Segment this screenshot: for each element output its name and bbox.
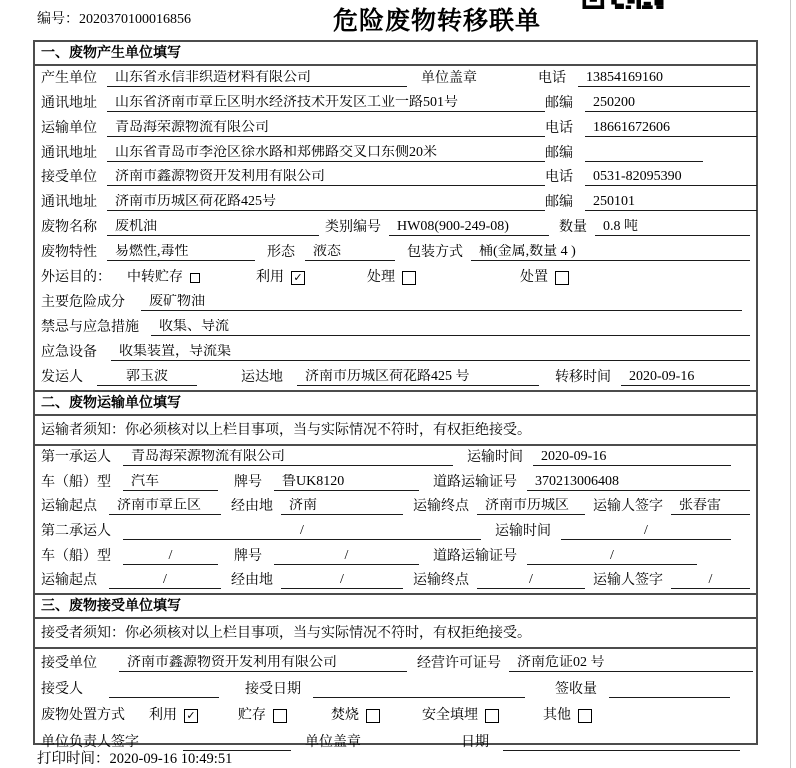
disposal-option-utilize (149, 708, 198, 724)
row-carrier1 (35, 446, 756, 471)
carrier1-vehicle-label: 车（船）型 (41, 474, 111, 490)
disposal-utilize-label: 利用 (149, 708, 177, 724)
producer-postcode-group (545, 95, 757, 112)
receiver-address-value: 济南市历城区荷花路425号 (107, 194, 545, 211)
carrier1-plate-label: 牌号 (234, 474, 262, 490)
disposal-storage-label: 贮存 (238, 708, 266, 724)
checkbox-disposal-landfill (485, 709, 499, 723)
transporter-postcode-value (585, 146, 703, 162)
receiver-label: 接受单位 (41, 170, 97, 186)
category-value: HW08(900-249-08) (389, 219, 549, 236)
row-purpose (35, 265, 756, 290)
shipper-label: 发运人 (41, 369, 83, 385)
carrier2-sign-label: 运输人签字 (593, 573, 663, 589)
receiver-phone-label: 电话 (545, 170, 573, 186)
producer-value: 山东省永信非织造材料有限公司 (107, 70, 407, 87)
carrier2-origin-value: / (109, 572, 221, 589)
row-hazard-component (35, 290, 756, 315)
section1-heading: 一、废物产生单位填写 (35, 42, 756, 66)
row-producer-address (35, 91, 756, 116)
category-label: 类别编号 (325, 220, 381, 236)
row-disposal-method (35, 702, 756, 728)
serial-value: 2020370100016856 (79, 12, 191, 27)
receiving-unit-label: 接受单位 (41, 655, 97, 671)
producer-address-label: 通讯地址 (41, 95, 97, 111)
receiver-seal-label: 单位盖章 (305, 734, 361, 750)
receiver-value: 济南市鑫源物资开发利用有限公司 (107, 169, 545, 186)
disposal-landfill-label: 安全填埋 (422, 708, 478, 724)
disposal-method-label: 废物处置方式 (41, 708, 125, 724)
checkbox-treat (402, 271, 416, 285)
row-receiver-address (35, 190, 756, 215)
seal-date-label: 日期 (461, 734, 489, 750)
license-value: 济南危证02 号 (509, 655, 753, 672)
row-receiving-person (35, 676, 756, 702)
checkbox-transfer-storage (190, 273, 200, 283)
carrier1-via-value: 济南 (281, 498, 403, 515)
section3-notice: 接受者须知：你必须核对以上栏目事项，当与实际情况不符时，有权拒绝接受。 (35, 619, 756, 649)
disposal-option-storage (238, 708, 287, 724)
serial-number (37, 8, 191, 28)
section2-notice: 运输者须知：你必须核对以上栏目事项，当与实际情况不符时，有权拒绝接受。 (35, 416, 756, 446)
equipment-label: 应急设备 (41, 344, 97, 360)
license-label: 经营许可证号 (417, 655, 501, 671)
print-time-value: 2020-09-16 10:49:51 (109, 751, 233, 767)
row-transporter (35, 116, 756, 141)
quantity-label: 数量 (559, 220, 587, 236)
row-receiving-unit (35, 649, 756, 675)
carrier2-via-label: 经由地 (231, 573, 273, 589)
producer-postcode-label: 邮编 (545, 95, 573, 111)
row-shipper (35, 365, 756, 390)
trait-value: 易燃性,毒性 (107, 244, 255, 261)
receiver-phone-group (545, 169, 757, 186)
purpose-option-utilize (256, 270, 305, 286)
document-title: 危险废物转移联单 (333, 8, 542, 35)
hazard-value: 废矿物油 (141, 294, 742, 311)
carrier1-plate-value: 鲁UK8120 (274, 474, 419, 491)
row-transporter-address (35, 141, 756, 166)
carrier1-time-label: 运输时间 (467, 450, 523, 466)
packing-label: 包装方式 (407, 245, 463, 261)
qr-code-icon (578, 0, 668, 9)
disposal-other-label: 其他 (543, 708, 571, 724)
carrier2-via-value: / (281, 572, 403, 589)
purpose-option-treat (367, 270, 416, 286)
receiver-address-label: 通讯地址 (41, 195, 97, 211)
taboo-value: 收集、导流 (151, 319, 750, 336)
carrier1-via-label: 经由地 (231, 499, 273, 515)
transporter-address-label: 通讯地址 (41, 145, 97, 161)
disposal-option-incinerate (331, 708, 380, 724)
purpose-option-dispose (520, 270, 569, 286)
row-carrier2 (35, 519, 756, 544)
row-waste-trait (35, 240, 756, 265)
carrier2-end-label: 运输终点 (413, 573, 469, 589)
carrier1-time-value: 2020-09-16 (533, 449, 731, 466)
receiver-postcode-value: 250101 (585, 194, 757, 211)
purpose-dispose-label: 处置 (520, 270, 548, 286)
row-carrier2-route (35, 569, 756, 594)
carrier1-value: 青岛海荣源物流有限公司 (123, 449, 453, 466)
disposal-incinerate-label: 焚烧 (331, 708, 359, 724)
carrier1-vehicle-value: 汽车 (123, 474, 218, 491)
transporter-address-value: 山东省青岛市李沧区徐水路和郑佛路交叉口东侧20米 (107, 145, 545, 162)
form-label: 形态 (267, 245, 295, 261)
section3-heading: 三、废物接受单位填写 (35, 593, 756, 619)
carrier2-time-label: 运输时间 (495, 523, 551, 539)
receiving-unit-value: 济南市鑫源物资开发利用有限公司 (119, 655, 407, 672)
carrier1-end-label: 运输终点 (413, 499, 469, 515)
carrier2-sign-value: / (671, 572, 750, 589)
receiving-person-value (109, 682, 219, 698)
waste-name-value: 废机油 (107, 219, 319, 236)
transfer-time-label: 转移时间 (555, 369, 611, 385)
transporter-label: 运输单位 (41, 120, 97, 136)
taboo-label: 禁忌与应急措施 (41, 319, 139, 335)
producer-address-value: 山东省济南市章丘区明水经济技术开发区工业一路501号 (107, 95, 545, 112)
carrier2-time-value: / (561, 523, 731, 540)
carrier2-plate-value: / (274, 548, 419, 565)
quantity-value: 0.8 吨 (595, 219, 750, 236)
producer-seal-label: 单位盖章 (421, 70, 477, 86)
checkbox-disposal-other (578, 709, 592, 723)
checkbox-dispose (555, 271, 569, 285)
transporter-phone-value: 18661672606 (585, 120, 757, 137)
page-edge-line (790, 0, 791, 768)
carrier1-end-value: 济南市历城区 (477, 498, 585, 515)
disposal-option-landfill (422, 708, 499, 724)
manifest-table (33, 40, 758, 750)
purpose-label: 外运目的： (41, 270, 111, 286)
carrier1-sign-value: 张春雷 (671, 498, 750, 515)
carrier2-permit-label: 道路运输证号 (433, 548, 517, 564)
checkbox-disposal-incinerate (366, 709, 380, 723)
transfer-time-value: 2020-09-16 (621, 369, 750, 386)
print-time (37, 747, 232, 768)
disposal-option-other (543, 708, 592, 724)
producer-phone-label: 电话 (538, 70, 566, 86)
row-receiver (35, 166, 756, 191)
hazard-label: 主要危险成分 (41, 294, 125, 310)
row-taboo-measures (35, 315, 756, 340)
purpose-transfer-storage-label: 中转贮存 (127, 270, 183, 286)
destination-label: 运达地 (241, 369, 283, 385)
row-emergency-equipment (35, 340, 756, 365)
receiving-date-label: 接受日期 (245, 681, 301, 697)
carrier2-label: 第二承运人 (41, 523, 111, 539)
receiver-postcode-label: 邮编 (545, 195, 573, 211)
transporter-value: 青岛海荣源物流有限公司 (107, 120, 545, 137)
purpose-treat-label: 处理 (367, 270, 395, 286)
carrier1-permit-label: 道路运输证号 (433, 474, 517, 490)
destination-value: 济南市历城区荷花路425 号 (297, 369, 539, 386)
carrier1-origin-value: 济南市章丘区 (109, 498, 221, 515)
row-carrier1-route (35, 495, 756, 520)
carrier2-vehicle-label: 车（船）型 (41, 548, 111, 564)
receiver-postcode-group (545, 194, 757, 211)
producer-phone-value: 13854169160 (578, 70, 750, 87)
transporter-postcode-label: 邮编 (545, 145, 573, 161)
purpose-option-transfer-storage (127, 270, 200, 286)
form-value: 液态 (305, 244, 395, 261)
receiving-date-value (313, 682, 525, 698)
carrier2-end-value: / (477, 572, 585, 589)
section2-heading: 二、废物运输单位填写 (35, 390, 756, 416)
carrier1-label: 第一承运人 (41, 450, 111, 466)
receiving-person-label: 接受人 (41, 681, 83, 697)
equipment-value: 收集装置，导流渠 (111, 344, 750, 361)
waste-name-label: 废物名称 (41, 220, 97, 236)
carrier2-plate-label: 牌号 (234, 548, 262, 564)
signed-amount-value (609, 682, 730, 698)
receiver-phone-value: 0531-82095390 (585, 169, 757, 186)
seal-date-value (503, 735, 740, 751)
carrier1-origin-label: 运输起点 (41, 499, 97, 515)
transporter-phone-group (545, 120, 757, 137)
transporter-phone-label: 电话 (545, 120, 573, 136)
row-producer (35, 66, 756, 91)
carrier2-vehicle-value: / (123, 548, 218, 565)
manager-sign-label: 单位负责人签字 (41, 734, 139, 750)
producer-postcode-value: 250200 (585, 95, 757, 112)
checkbox-disposal-storage (273, 709, 287, 723)
row-waste-name (35, 215, 756, 240)
serial-label: 编号： (37, 12, 79, 27)
carrier2-permit-value: / (527, 548, 697, 565)
print-time-label: 打印时间： (37, 751, 110, 767)
checkbox-utilize: ✓ (291, 271, 305, 285)
shipper-value: 郭玉波 (97, 369, 197, 386)
row-carrier2-vehicle (35, 544, 756, 569)
carrier2-value: / (123, 523, 481, 540)
trait-label: 废物特性 (41, 245, 97, 261)
packing-value: 桶(金属,数量 4 ) (471, 244, 750, 261)
producer-label: 产生单位 (41, 70, 97, 86)
checkbox-disposal-utilize: ✓ (184, 709, 198, 723)
signed-amount-label: 签收量 (555, 681, 597, 697)
row-carrier1-vehicle (35, 470, 756, 495)
transporter-postcode-group (545, 146, 757, 162)
purpose-utilize-label: 利用 (256, 270, 284, 286)
carrier1-permit-value: 370213006408 (527, 474, 750, 491)
carrier2-origin-label: 运输起点 (41, 573, 97, 589)
producer-phone-group (538, 70, 750, 87)
carrier1-sign-label: 运输人签字 (593, 499, 663, 515)
